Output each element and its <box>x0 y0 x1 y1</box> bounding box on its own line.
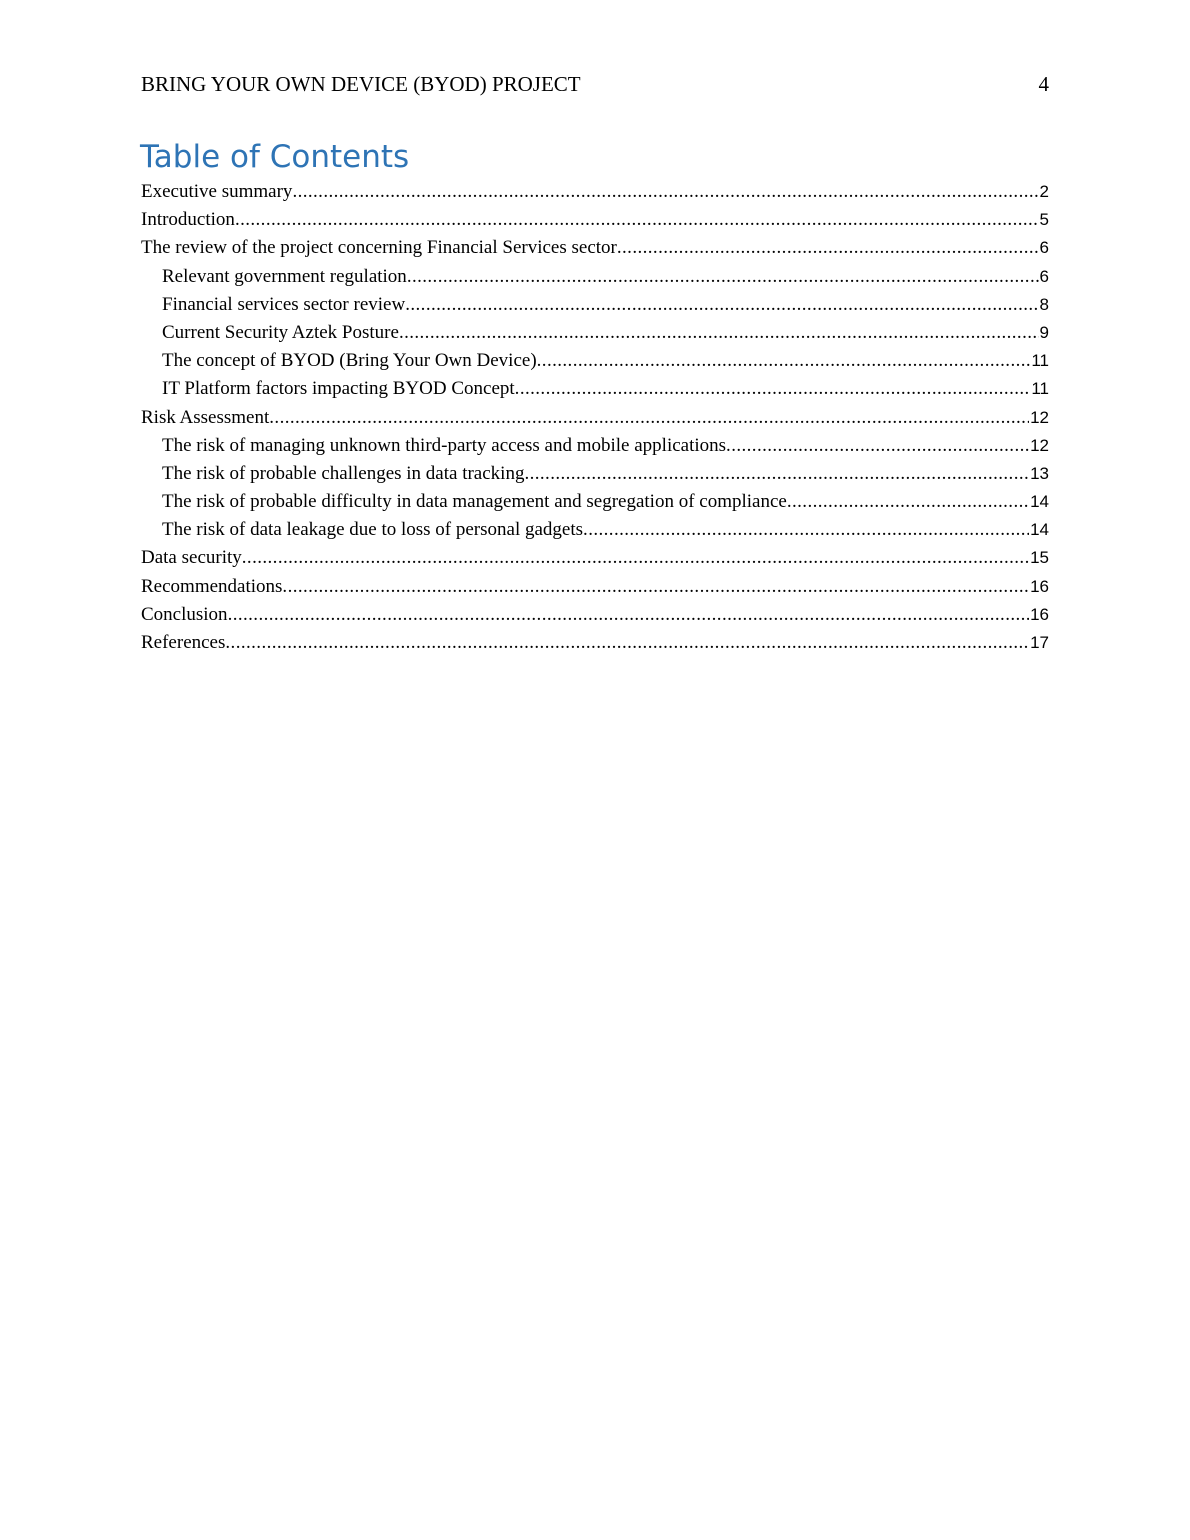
toc-entry[interactable] <box>141 319 1049 347</box>
toc-entry[interactable] <box>141 544 1049 572</box>
toc-dot-leader <box>787 488 1029 516</box>
toc-entry[interactable] <box>141 404 1049 432</box>
toc-entry-text: Introduction <box>141 209 235 231</box>
toc-dot-leader <box>235 206 1039 234</box>
toc-entry-page: 12 <box>1030 407 1049 427</box>
toc-entry[interactable] <box>141 516 1049 544</box>
toc-dot-leader <box>524 460 1029 488</box>
toc-entry[interactable] <box>141 488 1049 516</box>
toc-entry[interactable] <box>141 432 1049 460</box>
toc-entry[interactable] <box>141 234 1049 262</box>
toc-dot-leader <box>282 573 1029 601</box>
toc-entry[interactable] <box>141 206 1049 234</box>
toc-dot-leader <box>399 319 1039 347</box>
toc-dot-leader <box>405 291 1038 319</box>
toc-dot-leader <box>292 178 1038 206</box>
toc-entry-page: 6 <box>1039 238 1049 258</box>
toc-entry-page: 11 <box>1031 379 1049 399</box>
toc-entry-text: Recommendations <box>141 575 283 597</box>
toc-heading: Table of Contents <box>140 139 410 175</box>
toc-entry-page: 8 <box>1039 294 1049 314</box>
toc-dot-leader <box>407 263 1039 291</box>
toc-entry-page: 12 <box>1030 435 1049 455</box>
toc-entry-text: IT Platform factors impacting BYOD Concept <box>162 378 515 400</box>
toc-entry-page: 2 <box>1039 182 1049 201</box>
toc-entry[interactable] <box>141 291 1049 319</box>
toc-entry-text: Relevant government regulation <box>162 265 407 287</box>
toc-entry-text: The review of the project concerning Financial Services sector <box>141 237 617 259</box>
toc-dot-leader <box>225 629 1029 657</box>
toc-entry[interactable] <box>141 178 1049 206</box>
toc-entry-text: Financial services sector review <box>162 293 406 315</box>
header-title: BRING YOUR OWN DEVICE (BYOD) PROJECT <box>141 72 581 96</box>
toc-entry[interactable] <box>141 375 1049 403</box>
toc-entry-page: 14 <box>1030 520 1049 540</box>
header-page-number: 4 <box>1038 72 1049 96</box>
toc-entry-text: Conclusion <box>141 603 228 625</box>
toc-entry-text: Current Security Aztek Posture <box>162 321 399 343</box>
toc-entry[interactable] <box>141 573 1049 601</box>
toc-entry[interactable] <box>141 347 1049 375</box>
toc-dot-leader <box>726 432 1029 460</box>
toc-entry-text: Executive summary <box>141 181 293 202</box>
toc-entry-page: 11 <box>1031 351 1049 371</box>
toc-entry-text: The risk of probable difficulty in data management and segregation of compliance <box>162 491 787 513</box>
toc-dot-leader <box>242 544 1029 572</box>
toc-entry-text: Data security <box>141 547 242 569</box>
toc-entry[interactable] <box>141 601 1049 629</box>
toc-dot-leader <box>617 234 1039 262</box>
toc-entry-text: The risk of managing unknown third-party access and mobile applications <box>162 434 727 456</box>
toc-entry-page: 15 <box>1030 548 1049 568</box>
toc-entry[interactable] <box>141 460 1049 488</box>
toc-entry-page: 16 <box>1030 576 1049 596</box>
toc-entry-page: 16 <box>1030 604 1049 624</box>
toc-entry[interactable] <box>141 263 1049 291</box>
toc-entry-text: The concept of BYOD (Bring Your Own Device) <box>162 350 537 372</box>
toc-entry-text: The risk of probable challenges in data tracking <box>162 462 525 484</box>
toc-entry-text: Risk Assessment <box>141 406 270 428</box>
toc-dot-leader <box>537 347 1031 375</box>
toc-entry-page: 5 <box>1039 210 1049 230</box>
toc-entry-page: 9 <box>1039 322 1049 342</box>
toc-dot-leader <box>228 601 1030 629</box>
toc-dot-leader <box>515 375 1031 403</box>
toc-list <box>141 178 1049 657</box>
toc-entry[interactable] <box>141 629 1049 657</box>
toc-entry-text: References <box>141 632 226 653</box>
toc-entry-page: 6 <box>1039 266 1049 286</box>
toc-entry-page: 14 <box>1030 492 1049 512</box>
toc-entry-page: 13 <box>1030 463 1049 483</box>
toc-entry-page: 17 <box>1030 633 1049 652</box>
toc-dot-leader <box>269 404 1029 432</box>
toc-entry-text: The risk of data leakage due to loss of personal gadgets <box>162 519 584 541</box>
toc-dot-leader <box>583 516 1029 544</box>
running-header <box>141 70 1049 98</box>
